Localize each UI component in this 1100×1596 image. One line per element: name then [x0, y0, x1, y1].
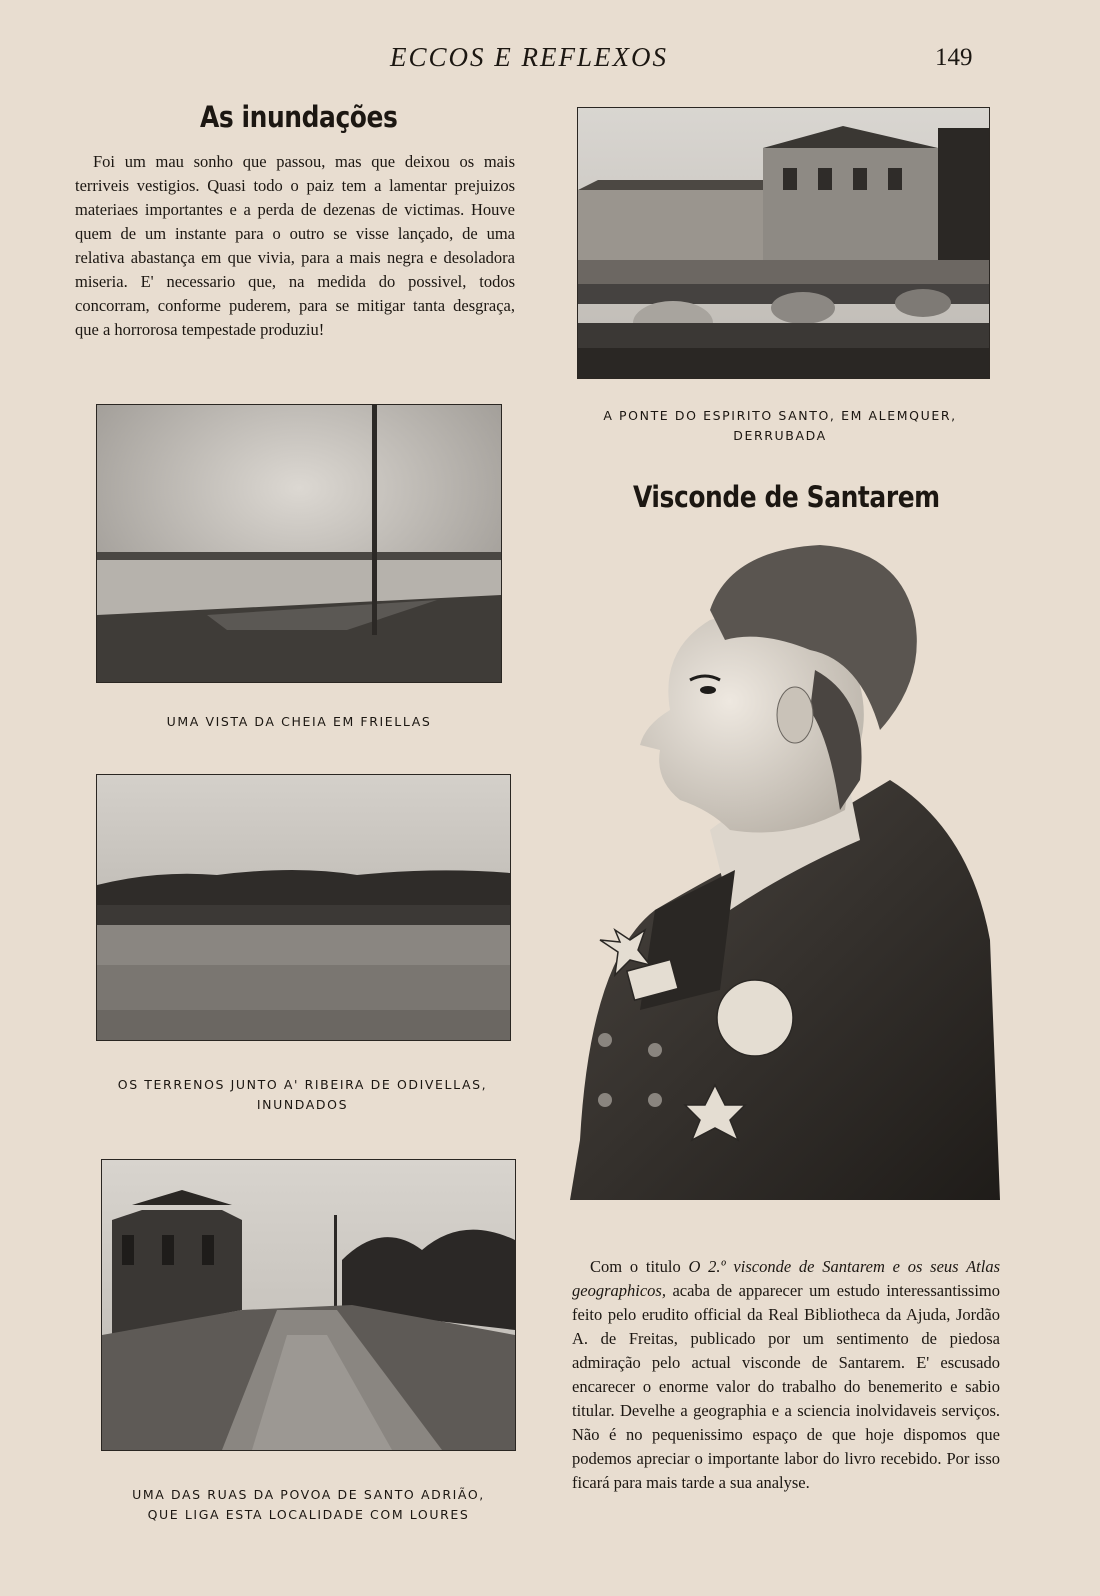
odivellas-caption-line1: OS TERRENOS JUNTO A' RIBEIRA DE ODIVELLAS, — [117, 1077, 488, 1092]
santarem-rest: acaba de apparecer um estudo interessantissimo feito pelo erudito official da Real Bibliotheca da Ajuda, Jordão A. de Freitas, publicado por um sentimento de piedosa admiração pelo actual visconde de Santarem. E' escusado encarecer o enorme valor do trabalho do benemerito e sabio titular. Develhe a geographia e a sciencia inolvidaveis serviços. Não é no pequenissimo espaço de que hoje dispomos que podemos apreciar o importante labor do livro recebido. Por isso ficará para mais tarde a sua analyse. — [572, 1281, 1000, 1492]
ponte-caption-line2: DERRUBADA — [733, 428, 827, 443]
santarem-intro: Com o titulo — [590, 1257, 689, 1276]
friellas-caption: UMA VISTA DA CHEIA EM FRIELLAS — [166, 714, 432, 729]
page-number: 149 — [935, 44, 973, 71]
povoa-caption — [102, 1485, 515, 1525]
santarem-work-title: O 2.º visconde de Santarem e os seus Atlas geographicos, — [572, 1257, 1000, 1300]
odivellas-photo — [97, 775, 510, 1040]
ponte-caption-line1: A PONTE DO ESPIRITO SANTO, EM ALEMQUER, — [603, 408, 957, 423]
povoa-caption-line2: QUE LIGA ESTA LOCALIDADE COM LOURES — [147, 1507, 470, 1522]
santarem-paragraph — [572, 1255, 1000, 1495]
povoa-photo — [102, 1160, 515, 1450]
ponte-photo — [578, 108, 989, 378]
odivellas-caption — [90, 1075, 515, 1115]
inundacoes-paragraph: Foi um mau sonho que passou, mas que deixou os mais terriveis vestigios. Quasi todo o paiz tem a lamentar prejuizos materiaes importantes e a perda de dezenas de victimas. Houve quem de um instante para o outro se visse lançado, de uma relativa abastança em que vivia, para a mais negra e desoladora miseria. E' necessario que, na medida do possivel, todos concorram, conforme puderem, para se mitigar tanta desgraça, que a horrorosa tempestade produziu! — [75, 152, 515, 339]
visconde-portrait — [560, 540, 1015, 1215]
odivellas-caption-line2: INUNDADOS — [256, 1097, 349, 1112]
ponte-caption — [570, 406, 990, 446]
running-title: ECCOS E REFLEXOS — [390, 42, 668, 72]
povoa-caption-line1: UMA DAS RUAS DA POVOA DE SANTO ADRIÃO, — [132, 1487, 485, 1502]
inundacoes-headline: As inundações — [200, 100, 398, 134]
friellas-photo — [97, 405, 501, 682]
santarem-headline: Visconde de Santarem — [633, 480, 940, 514]
